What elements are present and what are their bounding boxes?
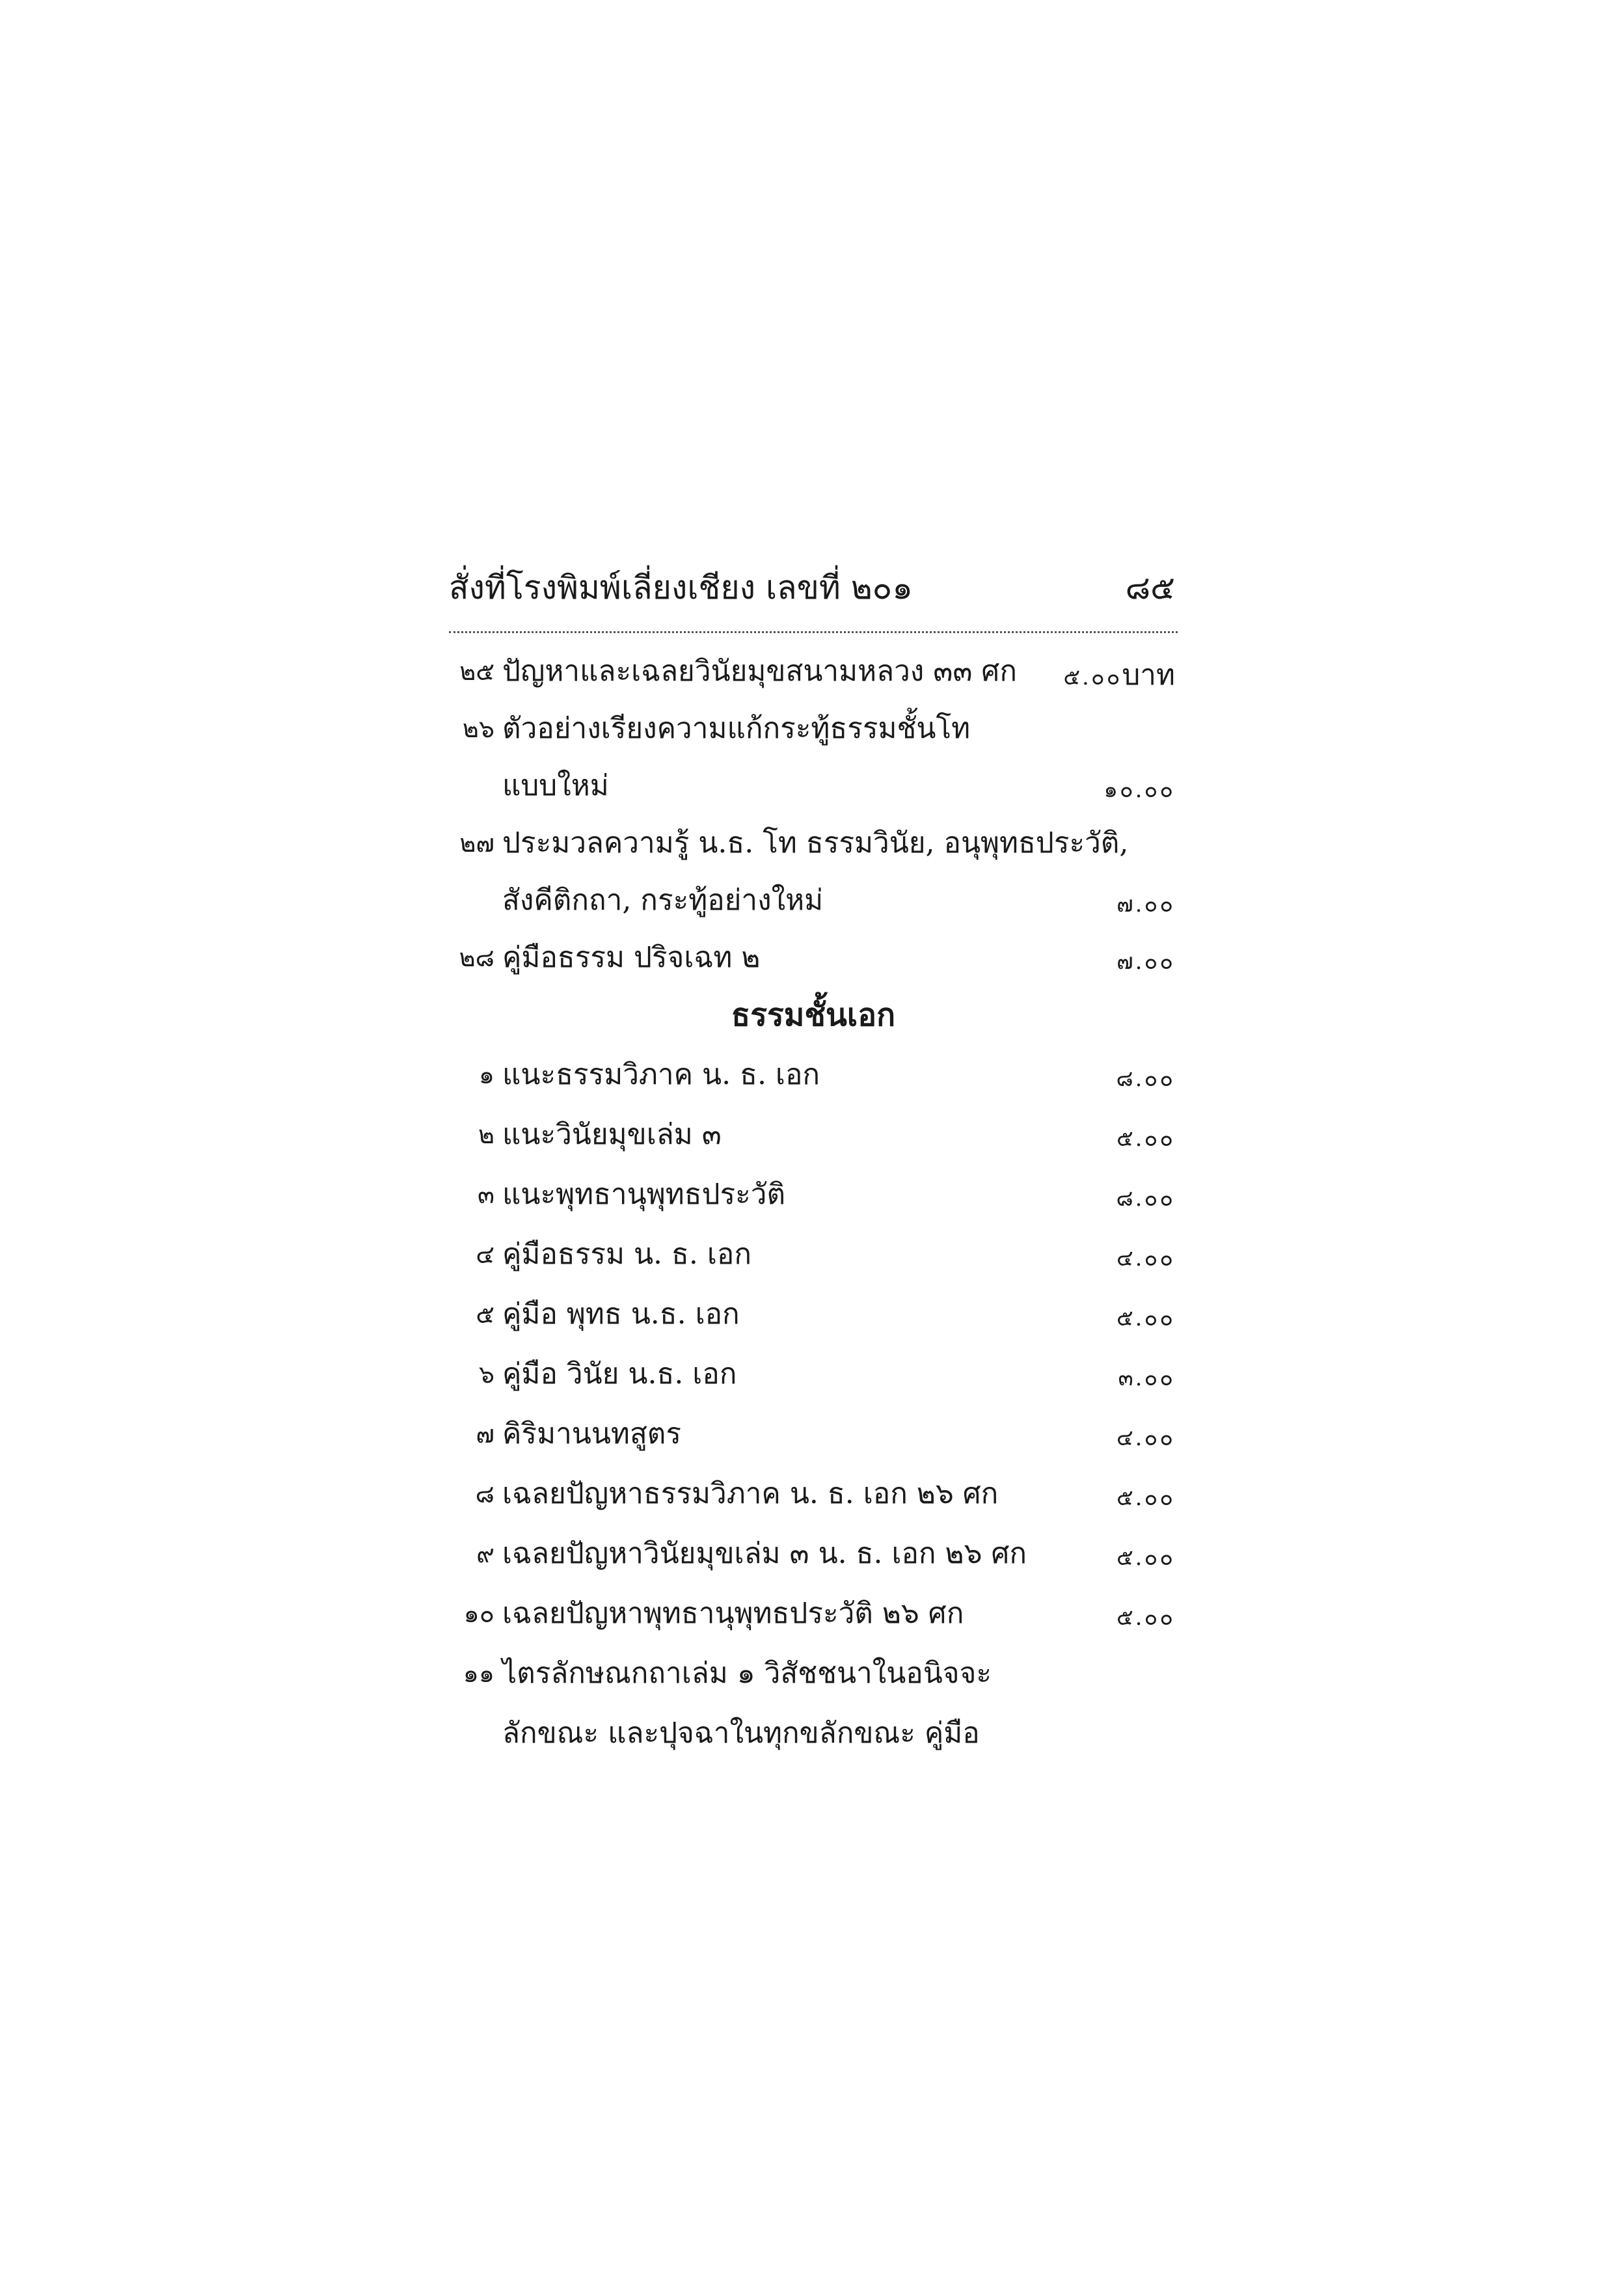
header-title: สั่งที่โรงพิมพ์เลี่ยงเชียง เลขที่ ๒๐๑: [449, 569, 913, 606]
item-title: แนะพุทธานุพุทธประวัติ: [502, 1178, 786, 1211]
item-number: ๒: [478, 1121, 494, 1149]
document-page: [442, 560, 1184, 1750]
item-title: แนะวินัยมุขเล่ม ๓: [502, 1118, 722, 1151]
item-price: ๕.๐๐: [1116, 1126, 1175, 1152]
item-price: ๘.๐๐: [1116, 1066, 1175, 1092]
list-item: [442, 1648, 1184, 1700]
list-item: [442, 1169, 1184, 1221]
list-item: [442, 1049, 1184, 1101]
item-price: ๕.๐๐บาท: [1063, 659, 1175, 692]
list-item: [442, 1408, 1184, 1460]
item-number: ๒๗: [459, 829, 494, 858]
list-item: [442, 1468, 1184, 1520]
item-price: ๘.๐๐: [1116, 1186, 1175, 1212]
item-number: ๒๕: [459, 657, 494, 686]
list-item: [442, 645, 1184, 698]
price-unit: บาท: [1122, 659, 1175, 692]
item-price: ๕.๐๐: [1116, 1545, 1175, 1571]
item-title: เฉลยปัญหาวินัยมุขเล่ม ๓ น. ธ. เอก ๒๖ ศก: [502, 1537, 1027, 1570]
item-price: ๔.๐๐: [1116, 1245, 1175, 1271]
item-number: ๑๑: [463, 1659, 494, 1688]
item-number: ๒๖: [462, 714, 494, 743]
item-title: แบบใหม่: [502, 769, 609, 802]
item-number: ๑๐: [463, 1599, 494, 1628]
item-title: คู่มือธรรม น. ธ. เอก: [502, 1238, 751, 1271]
item-price: ๔.๐๐: [1116, 1425, 1175, 1451]
item-title: สังคีติกถา, กระทู้อย่างใหม่: [502, 884, 824, 917]
item-title: ตัวอย่างเรียงความแก้กระทู้ธรรมชั้นโท: [502, 712, 971, 745]
list-item: [442, 1348, 1184, 1400]
list-item-continuation: [442, 760, 1184, 812]
item-number: ๙: [476, 1540, 494, 1568]
item-number: ๕: [476, 1300, 494, 1329]
item-price: ๗.๐๐: [1116, 891, 1175, 917]
item-price: ๕.๐๐: [1116, 1485, 1175, 1511]
item-title: คิริมานนทสูตร: [502, 1417, 681, 1450]
list-item: [442, 1588, 1184, 1640]
item-number: ๑: [478, 1061, 494, 1089]
item-price: ๗.๐๐: [1116, 949, 1175, 975]
item-title: ประมวลความรู้ น.ธ. โท ธรรมวินัย, อนุพุทธประวัติ,: [502, 826, 1129, 860]
item-price: ๕.๐๐: [1116, 1305, 1175, 1331]
item-title: ลักขณะ และปุจฉาในทุกขลักขณะ คู่มือ: [502, 1717, 980, 1750]
list-item: [442, 1109, 1184, 1161]
section-heading: ธรรมชั้นเอก: [731, 997, 896, 1033]
list-item: [442, 817, 1184, 869]
item-number: ๒๘: [459, 944, 494, 972]
list-item-continuation: [442, 1707, 1184, 1759]
item-title: เฉลยปัญหาพุทธานุพุทธประวัติ ๒๖ ศก: [502, 1597, 964, 1630]
list-item: [442, 703, 1184, 755]
item-title: ไตรลักษณกถาเล่ม ๑ วิสัชชนาในอนิจจะ: [502, 1657, 992, 1690]
item-title: คู่มือธรรม ปริจเฉท ๒: [502, 941, 761, 974]
list-item: [442, 1229, 1184, 1281]
page-number: ๘๕: [1125, 569, 1175, 606]
list-item: [442, 1528, 1184, 1580]
item-number: ๓: [478, 1180, 494, 1209]
item-title: คู่มือ พุทธ น.ธ. เอก: [502, 1297, 740, 1331]
list-item-continuation: [442, 875, 1184, 927]
item-number: ๔: [476, 1240, 494, 1269]
item-title: คู่มือ วินัย น.ธ. เอก: [502, 1357, 737, 1391]
item-title: เฉลยปัญหาธรรมวิภาค น. ธ. เอก ๒๖ ศก: [502, 1477, 999, 1510]
item-title: ปัญหาและเฉลยวินัยมุขสนามหลวง ๓๓ ศก: [502, 655, 1017, 688]
list-item: [442, 1288, 1184, 1340]
item-number: ๘: [475, 1480, 494, 1508]
item-price: ๑๐.๐๐: [1103, 777, 1175, 803]
item-number: ๗: [476, 1420, 494, 1448]
header-dotted-rule: [449, 631, 1178, 633]
item-number: ๖: [478, 1360, 494, 1389]
item-price: ๕.๐๐: [1116, 1605, 1175, 1631]
item-title: แนะธรรมวิภาค น. ธ. เอก: [502, 1058, 820, 1091]
list-item: [442, 932, 1184, 984]
page-header: [442, 560, 1184, 616]
item-price: ๓.๐๐: [1118, 1365, 1175, 1391]
